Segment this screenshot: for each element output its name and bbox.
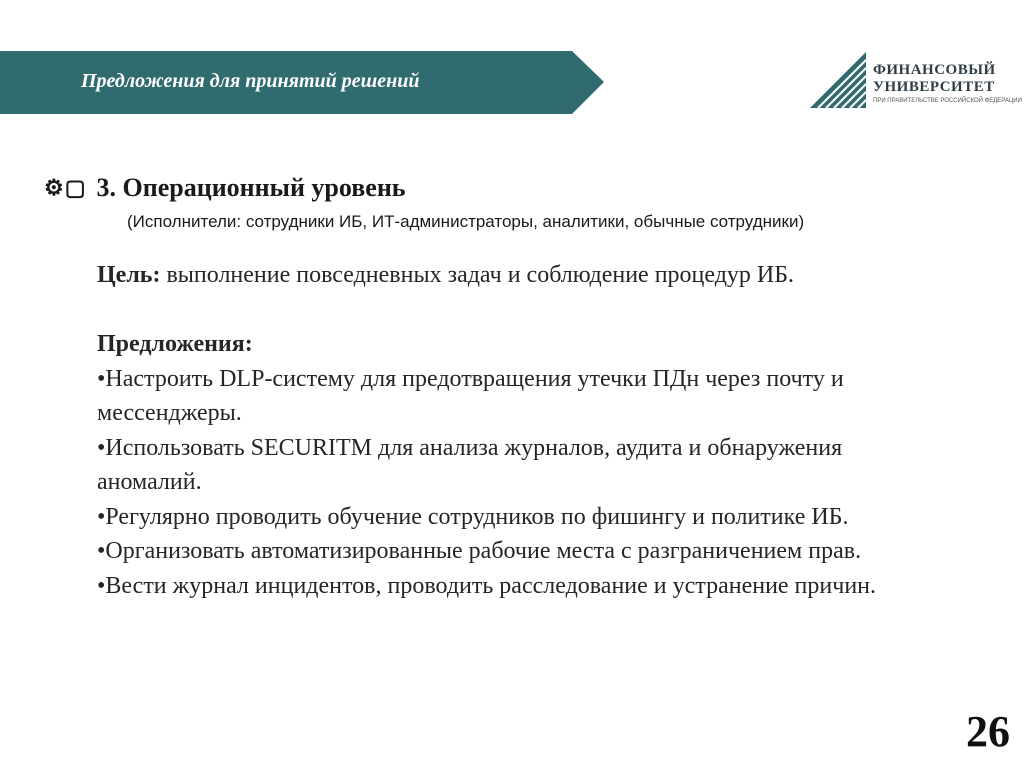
section-subtitle: (Исполнители: сотрудники ИБ, ИТ-администраторы, аналитики, обычные сотрудники) — [127, 212, 805, 231]
list-item: •Использовать SECURITM для анализа журналов, аудита и обнаружения аномалий. — [97, 434, 843, 495]
section-heading — [44, 173, 406, 203]
goal-label: Цель: — [97, 262, 161, 288]
list-item: •Вести журнал инцидентов, проводить расследование и устранение причин. — [97, 572, 877, 599]
section-title: 3. Операционный уровень — [96, 173, 406, 202]
list-item: •Регулярно проводить обучение сотрудников по фишингу и политике ИБ. — [97, 503, 849, 530]
page-number: 26 — [966, 707, 1010, 756]
proposals-label-text: Предложения: — [97, 331, 253, 357]
banner-title: Предложения для принятий решений — [81, 70, 420, 92]
list-item: •Организовать автоматизированные рабочие места с разграничением прав. — [97, 538, 862, 564]
logo-text-line3: ПРИ ПРАВИТЕЛЬСТВЕ РОССИЙСКОЙ ФЕДЕРАЦИИ — [873, 98, 1022, 104]
slide-body — [97, 258, 917, 603]
logo-text-line2: УНИВЕРСИТЕТ — [873, 79, 995, 95]
goal-paragraph — [97, 258, 917, 293]
gear-square-icon: ⚙▢ — [44, 175, 87, 200]
logo-text-line1: ФИНАНСОВЫЙ — [873, 62, 996, 78]
proposals-label — [97, 327, 917, 362]
logo-emblem-icon — [808, 48, 870, 112]
goal-text: выполнение повседневных задач и соблюдение процедур ИБ. — [160, 262, 795, 288]
list-item: •Настроить DLP-систему для предотвращения утечки ПДн через почту и мессенджеры. — [97, 365, 844, 426]
university-logo — [808, 48, 1022, 116]
